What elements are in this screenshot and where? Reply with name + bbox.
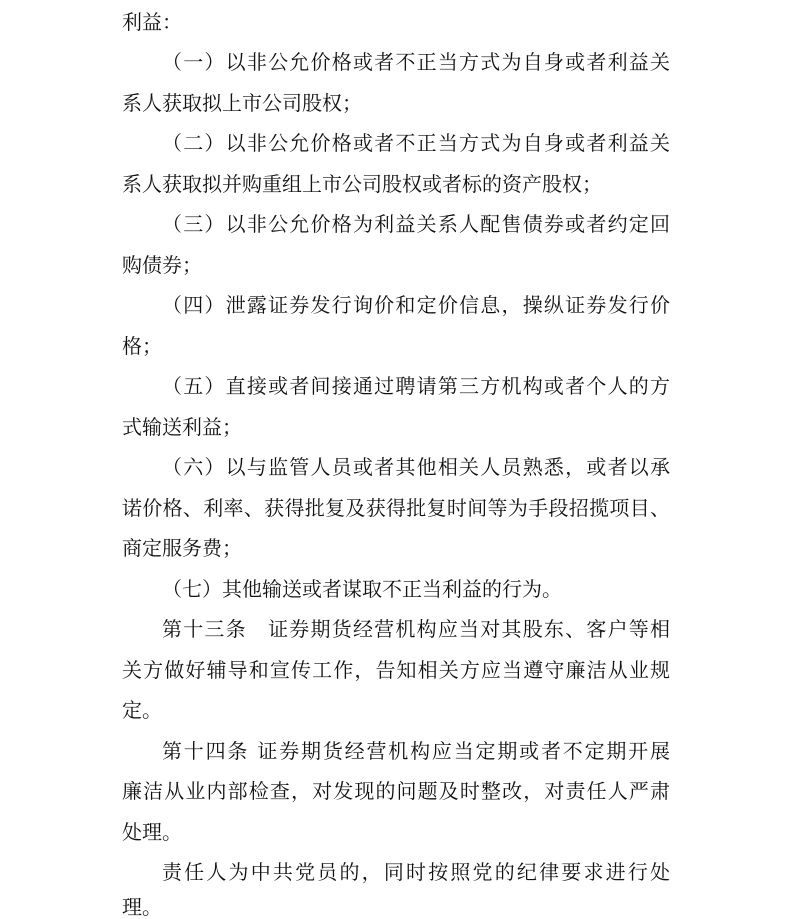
clause-3-line-2: 购债券；	[122, 253, 202, 277]
party-member-line-1: 责任人为中共党员的，同时按照党的纪律要求进行处	[162, 860, 670, 884]
clause-2-line-1: （二）以非公允价格或者不正当方式为自身或者利益关	[162, 131, 670, 155]
article-13-line-2: 关方做好辅导和宣传工作，告知相关方应当遵守廉洁从业规	[122, 658, 670, 682]
clause-5-line-1: （五）直接或者间接通过聘请第三方机构或者个人的方	[162, 374, 670, 398]
clause-6-line-3: 商定服务费；	[122, 536, 242, 560]
clause-5-line-2: 式输送利益；	[122, 415, 242, 439]
article-14-line-2: 廉洁从业内部检查，对发现的问题及时整改，对责任人严肃	[122, 779, 670, 803]
clause-7-line-1: （七）其他输送或者谋取不正当利益的行为。	[162, 577, 562, 601]
article-13-line-3: 定。	[122, 698, 162, 722]
clause-1-line-1: （一）以非公允价格或者不正当方式为自身或者利益关	[162, 50, 670, 74]
article-14-line-1: 第十四条 证券期货经营机构应当定期或者不定期开展	[162, 739, 670, 763]
clause-2-line-2: 系人获取拟并购重组上市公司股权或者标的资产股权；	[122, 172, 602, 196]
clause-3-line-1: （三）以非公允价格为利益关系人配售债券或者约定回	[162, 212, 670, 236]
clause-4-line-2: 格；	[122, 334, 162, 358]
article-14-line-3: 处理。	[122, 820, 182, 844]
text-line-1: 利益：	[122, 10, 182, 34]
article-13-line-1: 第十三条 证券期货经营机构应当对其股东、客户等相	[162, 617, 670, 641]
clause-1-line-2: 系人获取拟上市公司股权；	[122, 91, 362, 115]
party-member-line-2: 理。	[122, 895, 162, 919]
clause-6-line-2: 诺价格、利率、获得批复及获得批复时间等为手段招揽项目、	[122, 496, 670, 520]
clause-6-line-1: （六）以与监管人员或者其他相关人员熟悉，或者以承	[162, 455, 670, 479]
clause-4-line-1: （四）泄露证券发行询价和定价信息，操纵证券发行价	[162, 293, 670, 317]
